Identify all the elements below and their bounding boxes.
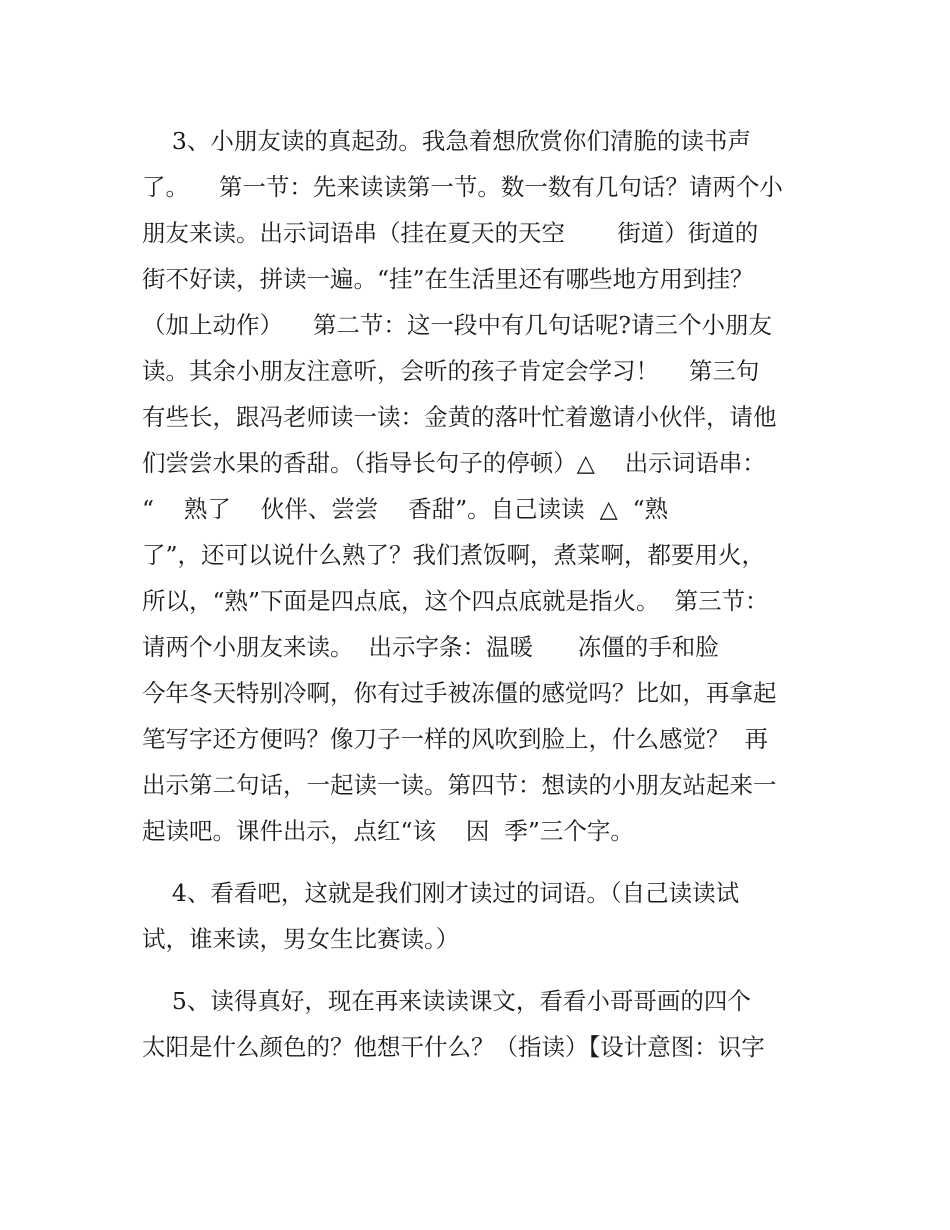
text-line: 读。其余小朋友注意听，会听的孩子肯定会学习！ 第三句 — [142, 357, 760, 385]
text-line: 了”，还可以说什么熟了？我们煮饭啊，煮菜啊，都要用火， — [142, 541, 766, 569]
text-line: （加上动作） 第二节：这一段中有几句话呢?请三个小朋友 — [142, 311, 772, 339]
text-line: 所以，“熟”下面是四点底，这个四点底就是指火。 第三节： — [142, 587, 769, 615]
text-line: 请两个小朋友来读。 出示字条：温暖 冻僵的手和脸 — [142, 633, 719, 661]
text-line: 朋友来读。出示词语串（挂在夏天的天空 街道）街道的 — [142, 219, 759, 247]
text-line: 3、小朋友读的真起劲。我急着想欣赏你们清脆的读书声 — [142, 127, 751, 155]
text-line: 有些长，跟冯老师读一读：金黄的落叶忙着邀请小伙伴，请他 — [142, 403, 777, 431]
text-line: 试，谁来读，男女生比赛读。） — [142, 925, 460, 953]
text-line: 5、读得真好，现在再来读读课文，看看小哥哥画的四个 — [142, 987, 751, 1015]
text-line: 街不好读，拼读一遍。“挂”在生活里还有哪些地方用到挂？ — [142, 265, 754, 293]
text-line: 4、看看吧，这就是我们刚才读过的词语。（自己读读试 — [142, 879, 740, 907]
text-line: “ 熟了 伙伴、尝尝 香甜”。自己读读 △ “熟 — [142, 495, 669, 523]
text-line: 了。 第一节：先来读读第一节。数一数有几句话？请两个小 — [142, 173, 783, 201]
text-line: 们尝尝水果的香甜。（指导长句子的停顿）△ 出示词语串： — [142, 449, 766, 477]
text-line: 笔写字还方便吗？像刀子一样的风吹到脸上，什么感觉？ 再 — [142, 725, 768, 753]
text-line: 起读吧。课件出示，点红“该 因 季”三个字。 — [142, 817, 634, 845]
text-line: 今年冬天特别冷啊，你有过手被冻僵的感觉吗？比如，再拿起 — [142, 679, 777, 707]
text-line: 出示第二句话，一起读一读。第四节：想读的小朋友站起来一 — [142, 771, 777, 799]
text-line: 太阳是什么颜色的？他想干什么？（指读）【设计意图：识字 — [142, 1033, 765, 1061]
